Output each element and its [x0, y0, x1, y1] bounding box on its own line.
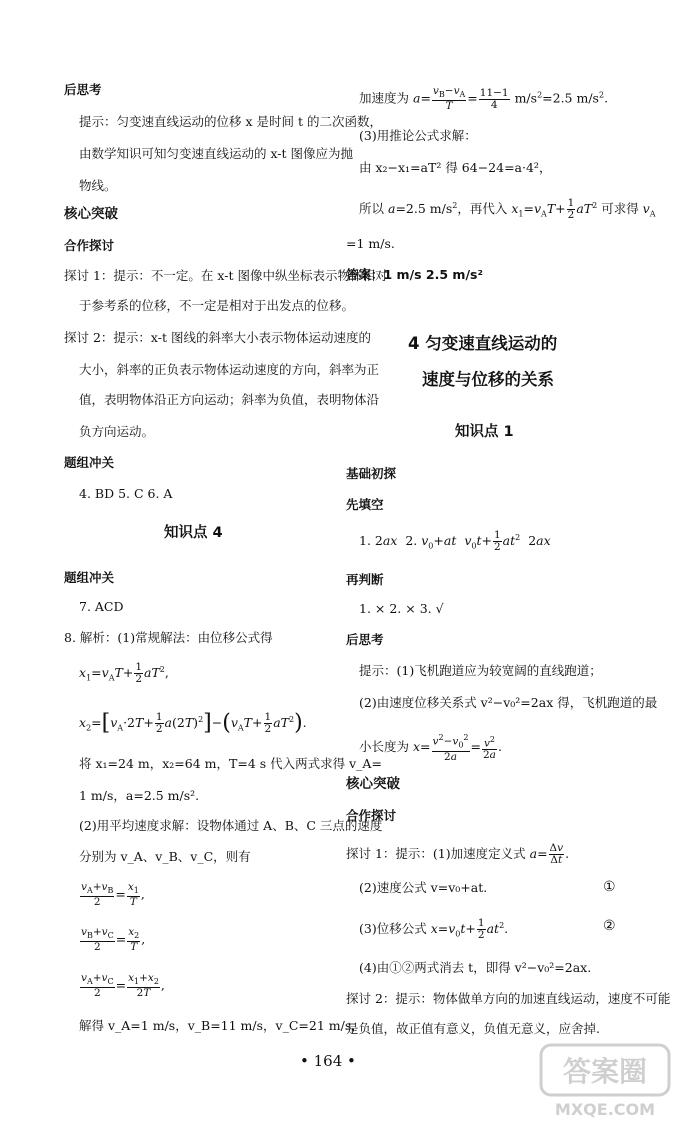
paragraph-line: 是负值，故正值有意义，负值无意义，应舍掉.	[346, 1021, 600, 1036]
chapter-title: 速度与位移的关系	[422, 370, 554, 389]
subsection-heading: 再判断	[346, 572, 384, 587]
formula-x1: $x_1=v_AT+$ $\frac{1}{2}$ $aT^2$,	[79, 661, 169, 686]
subsection-heading: 先填空	[346, 497, 384, 512]
section-heading: 核心突破	[346, 776, 400, 792]
paragraph-line: (2)速度公式 v=v₀+at.	[359, 880, 488, 895]
section-heading: 后思考	[64, 82, 102, 97]
paragraph-line: =1 m/s.	[346, 236, 395, 251]
paragraph-line: 由数学知识可知匀变速直线运动的 x-t 图像应为抛	[79, 146, 354, 161]
judge-answers: 1. × 2. × 3. √	[359, 601, 444, 616]
svg-text:答案圈: 答案圈	[562, 1055, 648, 1088]
section-heading: 后思考	[346, 632, 384, 647]
formula-avg-bc: $\frac{v_B+v_C}{2}$ = $\frac{x_2}{T}$ ,	[81, 926, 146, 954]
paragraph-line: 于参考系的位移，不一定是相对于出发点的位移。	[79, 298, 355, 313]
answer-line: 4. BD 5. C 6. A	[79, 486, 173, 501]
subsection-heading: 题组冲关	[64, 455, 115, 470]
fill-answers: 1. 2ax 2. $v_0+at$ $v_0t+$ $\frac{1}{2}$ $at^2$ 2ax	[359, 529, 551, 554]
paragraph-line: 探讨 1：提示：不一定。在 x-t 图像中纵坐标表示物体相对	[64, 268, 388, 283]
svg-text:MXQE.COM: MXQE.COM	[554, 1100, 656, 1119]
formula-avg-ac: $\frac{v_A+v_C}{2}$ = $\frac{x_1+x_2}{2T}$ ,	[81, 972, 165, 1000]
knowledge-point-title: 知识点 1	[455, 424, 514, 440]
paragraph-line: 将 x₁=24 m，x₂=64 m，T=4 s 代入两式求得 v_A=	[79, 756, 382, 771]
section-heading: 基础初探	[346, 466, 397, 481]
paragraph-line: 分别为 v_A、v_B、v_C，则有	[79, 849, 251, 864]
equation-marker-2: ②	[603, 918, 616, 934]
paragraph-line: (2)由速度位移关系式 v²−v₀²=2ax 得，飞机跑道的最	[359, 695, 658, 710]
page-number: • 164 •	[300, 1052, 356, 1070]
subsection-heading: 合作探讨	[64, 238, 115, 253]
paragraph-line: 探讨 2：提示：x-t 图线的斜率大小表示物体运动速度的	[64, 330, 371, 345]
paragraph-line: 8. 解析：(1)常规解法：由位移公式得	[64, 630, 273, 645]
paragraph-line: (3)用推论公式求解：	[359, 128, 477, 143]
answer-line: 7. ACD	[79, 599, 124, 614]
watermark-logo	[539, 1043, 671, 1121]
formula-x2: $x_2=[v_A\cdot 2T+$ $\frac{1}{2}$ $a(2T)^2]-(v_AT+$ $\frac{1}{2}$ $aT^2$).	[79, 710, 307, 736]
paragraph-line: 物线。	[79, 178, 117, 193]
paragraph-line: (2)用平均速度求解：设物体通过 A、B、C 三点的速度	[79, 818, 383, 833]
paragraph-line: 负方向运动。	[79, 424, 155, 439]
subsection-heading: 题组冲关	[64, 570, 115, 585]
formula-min-length: 小长度为 x= $\frac{v^2-v_0^2}{2a}$ = $\frac{v^2}{2a}$ .	[359, 733, 502, 763]
paragraph-line: 大小，斜率的正负表示物体运动速度的方向，斜率为正	[79, 362, 380, 377]
section-heading: 核心突破	[64, 206, 118, 222]
paragraph-line: 解得 v_A=1 m/s，v_B=11 m/s，v_C=21 m/s，	[79, 1018, 364, 1033]
formula-va: 所以 a=2.5 $m/s^2$，再代入 $x_1=v_AT+$ $\frac{1}{2}$ $aT^2$ 可求得 $v_A$	[359, 197, 656, 222]
paragraph-line: 值，表明物体沿正方向运动；斜率为负值，表明物体沿	[79, 392, 380, 407]
answer-line: 答案：1 m/s 2.5 m/s²	[346, 267, 483, 282]
formula-accel-def: 探讨 1：提示：(1)加速度定义式 a= $\frac{\Delta v}{\Delta t}$ .	[346, 842, 570, 866]
formula-acceleration: 加速度为 a= $\frac{v_B-v_A}{T}$ = $\frac{11-1}{4}$ $m/s^2=2.5$ $m/s^2$.	[359, 85, 609, 113]
equation-marker-1: ①	[603, 879, 616, 895]
formula-displacement: (3)位移公式 $x=v_0t+$ $\frac{1}{2}$ $at^2$.	[359, 917, 509, 942]
paragraph-line: 由 x₂−x₁=aT² 得 64−24=a·4²，	[359, 160, 552, 175]
paragraph-line: 提示：匀变速直线运动的位移 x 是时间 t 的二次函数，	[79, 114, 382, 129]
paragraph-line: 1 m/s，a=2.5 m/s².	[79, 788, 200, 803]
paragraph-line: 提示：(1)飞机跑道应为较宽阔的直线跑道；	[359, 663, 602, 678]
subsection-heading: 合作探讨	[346, 808, 397, 823]
knowledge-point-title: 知识点 4	[164, 525, 223, 541]
paragraph-line: (4)由①②两式消去 t，即得 v²−v₀²=2ax.	[359, 960, 592, 975]
chapter-title: 4 匀变速直线运动的	[408, 334, 558, 353]
formula-avg-ab: $\frac{v_A+v_B}{2}$ = $\frac{x_1}{T}$ ,	[81, 881, 145, 909]
paragraph-line: 探讨 2：提示：物体做单方向的加速直线运动，速度不可能	[346, 991, 671, 1006]
